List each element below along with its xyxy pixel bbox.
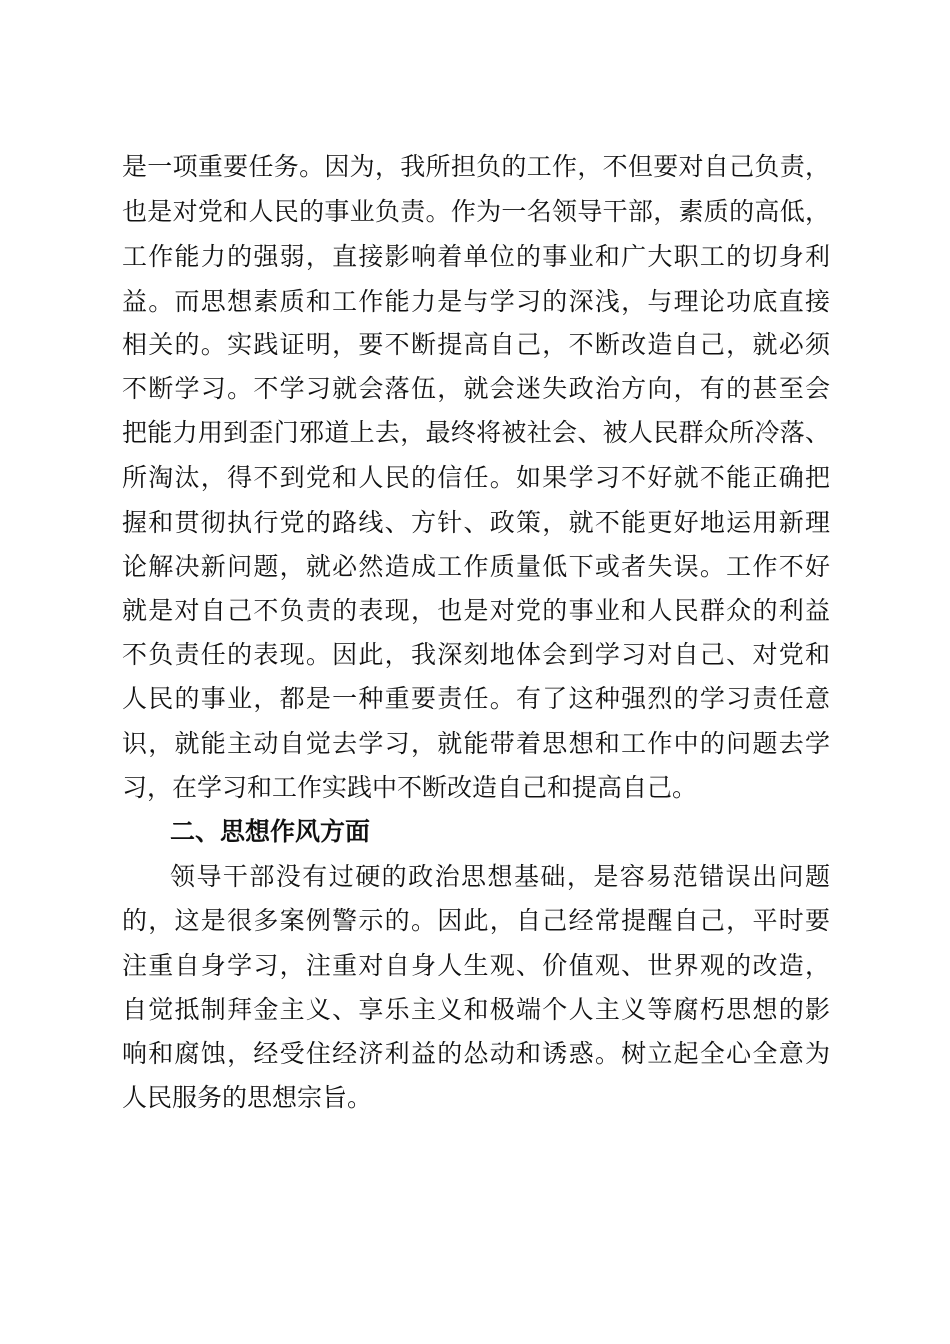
paragraph-line: 不负责任的表现。因此，我深刻地体会到学习对自己、对党和	[122, 640, 830, 669]
paragraph-line: 就是对自己不负责的表现，也是对党的事业和人民群众的利益	[122, 596, 830, 625]
paragraph-line: 握和贯彻执行党的路线、方针、政策，就不能更好地运用新理	[122, 508, 830, 537]
paragraph-line: 相关的。实践证明，要不断提高自己，不断改造自己，就必须	[122, 330, 830, 359]
paragraph-line: 论解决新问题，就必然造成工作质量低下或者失误。工作不好	[122, 552, 830, 581]
paragraph-line: 注重自身学习，注重对自身人生观、价值观、世界观的改造，	[122, 951, 830, 980]
section-heading: 二、思想作风方面	[170, 817, 371, 846]
paragraph-line: 所淘汰，得不到党和人民的信任。如果学习不好就不能正确把	[122, 463, 830, 492]
paragraph-line: 领导干部没有过硬的政治思想基础，是容易范错误出问题	[170, 862, 830, 891]
paragraph-line: 人民的事业，都是一种重要责任。有了这种强烈的学习责任意	[122, 684, 830, 713]
paragraph-line: 的，这是很多案例警示的。因此，自己经常提醒自己，平时要	[122, 906, 830, 935]
paragraph-line: 把能力用到歪门邪道上去，最终将被社会、被人民群众所冷落、	[122, 418, 830, 447]
paragraph-line: 不断学习。不学习就会落伍，就会迷失政治方向，有的甚至会	[122, 374, 830, 403]
paragraph-line: 习，在学习和工作实践中不断改造自己和提高自己。	[122, 773, 698, 802]
paragraph-line: 益。而思想素质和工作能力是与学习的深浅，与理论功底直接	[122, 287, 830, 316]
paragraph-line: 识，就能主动自觉去学习，就能带着思想和工作中的问题去学	[122, 729, 830, 758]
paragraph-line: 响和腐蚀，经受住经济利益的怂动和诱惑。树立起全心全意为	[122, 1039, 830, 1068]
paragraph-line: 也是对党和人民的事业负责。作为一名领导干部，素质的高低，	[122, 197, 830, 226]
paragraph-line: 人民服务的思想宗旨。	[122, 1083, 373, 1112]
paragraph-line: 是一项重要任务。因为，我所担负的工作，不但要对自己负责，	[122, 152, 830, 181]
paragraph-line: 工作能力的强弱，直接影响着单位的事业和广大职工的切身利	[122, 242, 830, 271]
paragraph-line: 自觉抵制拜金主义、享乐主义和极端个人主义等腐朽思想的影	[122, 995, 830, 1024]
